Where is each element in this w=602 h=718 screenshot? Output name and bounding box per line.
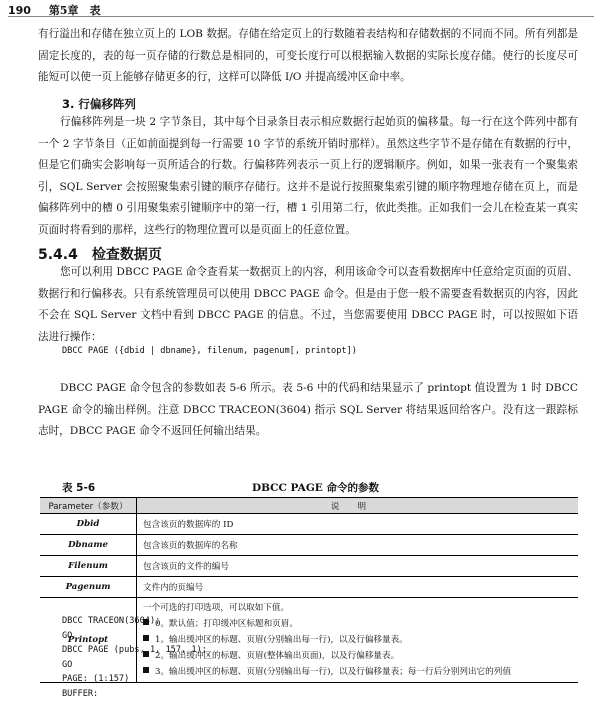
paragraph-lob: 有行溢出和存储在独立页上的 LOB 数据。存储在给定页上的行数随着表结构和存储数据的不同而不同。所有列都是固定长度的，表的每一页存储的行数总是相同的，可变长度行可以根据输入数据的实际长度存储。使行的长度尽可能短可以使一页上能够存储更多的行，这样可以降低 I/O 并提高缓冲区命中率。: [38, 28, 578, 83]
table-row: [40, 556, 578, 577]
printopt-option: 3。输出缓冲区的标题、页眉(分别输出每一行)，以及行偏移量表；每一行后分别列出它的列值: [143, 664, 572, 680]
code-line: GO: [62, 659, 73, 670]
code-line: DBCC TRACEON(3604);: [62, 616, 161, 626]
param-name: Dbid: [40, 514, 137, 535]
paragraph-dbcc-page-intro: 您可以利用 DBCC PAGE 命令查看某一数据页上的内容，利用该命令可以查看数据库中任意给定页面的页眉、数据行和行偏移表。只有系统管理员可以使用 DBCC PAGE 命令。但是由于您一般不需要查看数据页的内容，因此不会在 SQL Server 文档中看到 DBCC PAGE 的信息。不过，当您需要使用 DBCC PAGE 时，可以按照如下语法进行操作：: [38, 266, 578, 343]
code-line: GO: [62, 630, 73, 641]
syntax-code: DBCC PAGE ({dbid | dbname}, filenum, pagenum[, printopt]): [62, 346, 357, 356]
param-name: Dbname: [40, 535, 137, 556]
table-label: 表 5-6: [62, 482, 96, 494]
param-desc: 包含该页的数据库的名称: [137, 535, 579, 556]
table-caption: DBCC PAGE 命令的参数: [252, 482, 379, 494]
header-description: 说明: [137, 498, 579, 514]
paragraph-row-offset: 行偏移阵列是一块 2 字节条目，其中每个目录条目表示相应数据行起始页的偏移量。每一行在这个阵列中都有一个 2 字节条目（正如前面提到每一行需要 10 字节的系统开销时那样）。虽然这些字节不是存储在有数据的行中，但是它们确实会影响每一页所适合的行数。行偏移阵列表示一页上行的逻辑顺序。例如，如果一张表有一个聚集索引，SQL Server 会按照聚集索引键的顺序存储行。这并不是说行按照聚集索引键的顺序物理地存储在页上，而是偏移阵列中的槽 0 引用聚集索引键顺序中的第一行，槽 1 引用第二行，依此类推。正如我们一会儿在检查某一真实页面时将看到的那样，这些行的物理位置可以是页面上的任意位置。: [38, 116, 578, 236]
header-rule: [8, 16, 594, 17]
param-name: Filenum: [40, 556, 137, 577]
code-line: PAGE: (1:157): [62, 674, 130, 685]
table-row: [40, 535, 578, 556]
printopt-option: 2。输出缓冲区的标题、页眉(整体输出页面)，以及行偏移量表。: [143, 648, 572, 664]
header-parameter: Parameter（参数）: [40, 498, 137, 514]
page-number: 190: [8, 4, 31, 17]
table-row: [40, 577, 578, 598]
printopt-option: 0。默认值；打印缓冲区标题和页眉。: [143, 616, 572, 632]
section-heading-examine-page: 5.4.4 检查数据页: [38, 247, 162, 263]
param-name: Printopt: [40, 598, 137, 683]
param-desc: 包含该页的数据库的 ID: [137, 514, 579, 535]
param-desc: 文件内的页编号: [137, 577, 579, 598]
code-sample: [62, 614, 207, 702]
chapter-title: 第5章 表: [48, 4, 101, 17]
printopt-option: 1。输出缓冲区的标题、页眉(分别输出每一行)，以及行偏移量表。: [143, 632, 572, 648]
section-heading-row-offset: 3. 行偏移阵列: [62, 97, 136, 111]
table-row: [40, 514, 578, 535]
code-line: DBCC PAGE (pubs, 1, 157, 1);: [62, 645, 207, 656]
table-title: [62, 480, 576, 495]
param-desc: 包含该页的文件的编号: [137, 556, 579, 577]
code-line: BUFFER:: [62, 688, 99, 699]
printopt-intro: 一个可选的打印选项，可以取如下值。: [143, 603, 290, 613]
param-name: Pagenum: [40, 577, 137, 598]
paragraph-dbcc-page-params: DBCC PAGE 命令包含的参数如表 5-6 所示。表 5-6 中的代码和结果显示了 printopt 值设置为 1 时 DBCC PAGE 命令的输出样例。注意 DBCC TRACEON(3604) 指示 SQL Server 将结果返回给客户。没有这一跟踪标志时，DBCC PAGE 命令不返回任何输出结果。: [38, 382, 578, 437]
